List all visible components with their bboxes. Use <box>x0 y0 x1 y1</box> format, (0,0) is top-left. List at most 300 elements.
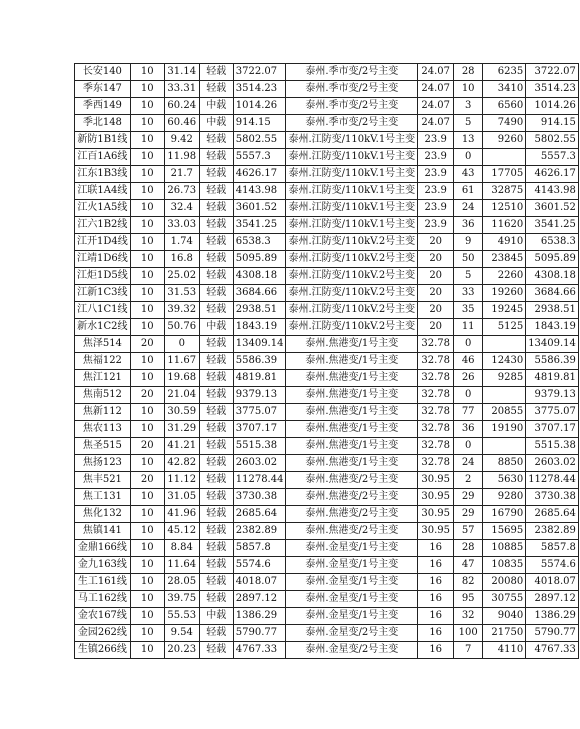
cell-remaining-capacity: 4819.81 <box>526 370 579 387</box>
cell-line-name: 江六1B2线 <box>75 217 131 234</box>
cell-remaining-capacity: 1386.29 <box>526 608 579 625</box>
cell-load-rate: 31.53 <box>164 285 199 302</box>
cell-line-name: 焦化132 <box>75 506 131 523</box>
cell-user-count: 32 <box>454 608 483 625</box>
cell-remaining-capacity: 2897.12 <box>526 591 579 608</box>
cell-load-rate: 41.96 <box>164 506 199 523</box>
cell-load-rate: 11.12 <box>164 472 199 489</box>
cell-remaining-capacity: 4767.33 <box>526 642 579 659</box>
cell-substation: 泰州.焦港变/2号主变 <box>286 489 418 506</box>
cell-line-name: 焦丰521 <box>75 472 131 489</box>
cell-transformer-load: 32.78 <box>418 370 454 387</box>
cell-user-capacity: 19190 <box>483 421 526 438</box>
cell-substation: 泰州.季市变/2号主变 <box>286 64 418 81</box>
cell-capacity: 13409.14 <box>233 336 286 353</box>
cell-voltage: 10 <box>130 642 164 659</box>
cell-capacity: 5095.89 <box>233 251 286 268</box>
cell-capacity: 1386.29 <box>233 608 286 625</box>
cell-voltage: 10 <box>130 302 164 319</box>
cell-line-name: 焦镇141 <box>75 523 131 540</box>
cell-user-count: 0 <box>454 336 483 353</box>
table-row <box>75 217 579 234</box>
cell-load-status: 轻载 <box>199 268 233 285</box>
cell-line-name: 焦新112 <box>75 404 131 421</box>
cell-capacity: 4767.33 <box>233 642 286 659</box>
cell-transformer-load: 16 <box>418 540 454 557</box>
cell-line-name: 生工161线 <box>75 574 131 591</box>
cell-substation: 泰州.焦港变/1号主变 <box>286 404 418 421</box>
cell-user-capacity: 10885 <box>483 540 526 557</box>
table-row <box>75 115 579 132</box>
cell-load-status: 轻载 <box>199 353 233 370</box>
cell-line-name: 焦南512 <box>75 387 131 404</box>
cell-load-rate: 31.14 <box>164 64 199 81</box>
cell-line-name: 新水1C2线 <box>75 319 131 336</box>
cell-load-rate: 39.75 <box>164 591 199 608</box>
cell-substation: 泰州.江防变/110kV.2号主变 <box>286 251 418 268</box>
cell-transformer-load: 24.07 <box>418 115 454 132</box>
cell-voltage: 10 <box>130 166 164 183</box>
cell-substation: 泰州.焦港变/2号主变 <box>286 523 418 540</box>
cell-remaining-capacity: 3775.07 <box>526 404 579 421</box>
cell-transformer-load: 23.9 <box>418 183 454 200</box>
cell-capacity: 5790.77 <box>233 625 286 642</box>
table-row <box>75 81 579 98</box>
cell-load-status: 轻载 <box>199 506 233 523</box>
cell-transformer-load: 32.78 <box>418 404 454 421</box>
cell-transformer-load: 30.95 <box>418 489 454 506</box>
table-row <box>75 523 579 540</box>
cell-remaining-capacity: 5586.39 <box>526 353 579 370</box>
cell-transformer-load: 32.78 <box>418 421 454 438</box>
cell-load-rate: 60.24 <box>164 98 199 115</box>
cell-line-name: 江靖1D6线 <box>75 251 131 268</box>
cell-load-status: 轻载 <box>199 81 233 98</box>
cell-capacity: 1843.19 <box>233 319 286 336</box>
cell-load-rate: 33.31 <box>164 81 199 98</box>
cell-load-rate: 60.46 <box>164 115 199 132</box>
cell-transformer-load: 20 <box>418 319 454 336</box>
cell-line-name: 焦工131 <box>75 489 131 506</box>
cell-user-capacity: 9260 <box>483 132 526 149</box>
cell-capacity: 5557.3 <box>233 149 286 166</box>
cell-user-capacity <box>483 438 526 455</box>
cell-voltage: 10 <box>130 591 164 608</box>
cell-user-count: 24 <box>454 455 483 472</box>
cell-user-count: 24 <box>454 200 483 217</box>
cell-load-rate: 31.29 <box>164 421 199 438</box>
cell-load-status: 中载 <box>199 608 233 625</box>
cell-capacity: 11278.44 <box>233 472 286 489</box>
cell-voltage: 20 <box>130 472 164 489</box>
cell-substation: 泰州.焦港变/1号主变 <box>286 387 418 404</box>
cell-voltage: 10 <box>130 608 164 625</box>
cell-substation: 泰州.江防变/110kV.2号主变 <box>286 234 418 251</box>
cell-load-rate: 11.64 <box>164 557 199 574</box>
cell-user-count: 36 <box>454 217 483 234</box>
table-row <box>75 625 579 642</box>
table-row <box>75 557 579 574</box>
cell-transformer-load: 23.9 <box>418 200 454 217</box>
cell-load-status: 轻载 <box>199 625 233 642</box>
cell-load-status: 轻载 <box>199 574 233 591</box>
cell-line-name: 金农167线 <box>75 608 131 625</box>
cell-voltage: 10 <box>130 557 164 574</box>
cell-voltage: 10 <box>130 285 164 302</box>
cell-transformer-load: 20 <box>418 268 454 285</box>
cell-load-rate: 20.23 <box>164 642 199 659</box>
table-row <box>75 591 579 608</box>
cell-remaining-capacity: 1843.19 <box>526 319 579 336</box>
cell-transformer-load: 20 <box>418 251 454 268</box>
cell-remaining-capacity: 5515.38 <box>526 438 579 455</box>
cell-substation: 泰州.江防变/110kV.2号主变 <box>286 319 418 336</box>
cell-remaining-capacity: 914.15 <box>526 115 579 132</box>
cell-remaining-capacity: 5557.3 <box>526 149 579 166</box>
cell-user-capacity: 16790 <box>483 506 526 523</box>
cell-user-count: 43 <box>454 166 483 183</box>
cell-voltage: 10 <box>130 115 164 132</box>
cell-line-name: 生镇266线 <box>75 642 131 659</box>
cell-load-rate: 33.03 <box>164 217 199 234</box>
cell-remaining-capacity: 1014.26 <box>526 98 579 115</box>
cell-load-status: 轻载 <box>199 285 233 302</box>
cell-capacity: 2603.02 <box>233 455 286 472</box>
cell-substation: 泰州.金星变/2号主变 <box>286 625 418 642</box>
cell-user-count: 36 <box>454 421 483 438</box>
cell-voltage: 10 <box>130 200 164 217</box>
cell-user-count: 77 <box>454 404 483 421</box>
cell-substation: 泰州.焦港变/1号主变 <box>286 336 418 353</box>
cell-substation: 泰州.金星变/1号主变 <box>286 608 418 625</box>
cell-user-count: 5 <box>454 268 483 285</box>
cell-voltage: 10 <box>130 489 164 506</box>
cell-user-capacity: 2260 <box>483 268 526 285</box>
cell-user-capacity: 6560 <box>483 98 526 115</box>
table-row <box>75 183 579 200</box>
cell-remaining-capacity: 4626.17 <box>526 166 579 183</box>
cell-load-rate: 11.98 <box>164 149 199 166</box>
cell-capacity: 3541.25 <box>233 217 286 234</box>
cell-load-status: 轻载 <box>199 200 233 217</box>
cell-voltage: 10 <box>130 268 164 285</box>
cell-substation: 泰州.焦港变/1号主变 <box>286 438 418 455</box>
cell-voltage: 10 <box>130 149 164 166</box>
cell-substation: 泰州.江防变/110kV.1号主变 <box>286 149 418 166</box>
cell-load-status: 轻载 <box>199 336 233 353</box>
cell-substation: 泰州.季市变/2号主变 <box>286 81 418 98</box>
cell-load-status: 轻载 <box>199 540 233 557</box>
table-row <box>75 234 579 251</box>
table-row <box>75 353 579 370</box>
table-row <box>75 285 579 302</box>
cell-line-name: 新防1B1线 <box>75 132 131 149</box>
cell-transformer-load: 32.78 <box>418 353 454 370</box>
cell-substation: 泰州.焦港变/2号主变 <box>286 506 418 523</box>
cell-transformer-load: 32.78 <box>418 387 454 404</box>
cell-remaining-capacity: 3601.52 <box>526 200 579 217</box>
cell-user-capacity <box>483 149 526 166</box>
cell-user-capacity: 23845 <box>483 251 526 268</box>
cell-load-status: 轻载 <box>199 557 233 574</box>
cell-load-rate: 30.59 <box>164 404 199 421</box>
cell-line-name: 江联1A4线 <box>75 183 131 200</box>
cell-load-status: 轻载 <box>199 489 233 506</box>
cell-user-capacity: 3410 <box>483 81 526 98</box>
cell-capacity: 2382.89 <box>233 523 286 540</box>
cell-line-name: 焦圣515 <box>75 438 131 455</box>
cell-voltage: 10 <box>130 421 164 438</box>
cell-transformer-load: 30.95 <box>418 523 454 540</box>
cell-user-capacity: 4910 <box>483 234 526 251</box>
cell-substation: 泰州.江防变/110kV.1号主变 <box>286 217 418 234</box>
table-row <box>75 166 579 183</box>
cell-substation: 泰州.金星变/1号主变 <box>286 591 418 608</box>
cell-capacity: 5574.6 <box>233 557 286 574</box>
cell-load-rate: 1.74 <box>164 234 199 251</box>
cell-substation: 泰州.焦港变/1号主变 <box>286 455 418 472</box>
cell-voltage: 10 <box>130 540 164 557</box>
cell-capacity: 5857.8 <box>233 540 286 557</box>
cell-load-status: 轻载 <box>199 166 233 183</box>
cell-substation: 泰州.季市变/2号主变 <box>286 115 418 132</box>
cell-transformer-load: 16 <box>418 557 454 574</box>
cell-capacity: 9379.13 <box>233 387 286 404</box>
cell-capacity: 914.15 <box>233 115 286 132</box>
cell-capacity: 4308.18 <box>233 268 286 285</box>
cell-load-rate: 8.84 <box>164 540 199 557</box>
cell-user-count: 0 <box>454 387 483 404</box>
cell-capacity: 5515.38 <box>233 438 286 455</box>
cell-remaining-capacity: 4143.98 <box>526 183 579 200</box>
cell-load-status: 轻载 <box>199 234 233 251</box>
cell-capacity: 4143.98 <box>233 183 286 200</box>
cell-transformer-load: 20 <box>418 302 454 319</box>
cell-user-count: 9 <box>454 234 483 251</box>
cell-remaining-capacity: 5857.8 <box>526 540 579 557</box>
cell-user-count: 61 <box>454 183 483 200</box>
cell-capacity: 2938.51 <box>233 302 286 319</box>
cell-voltage: 10 <box>130 370 164 387</box>
cell-user-count: 11 <box>454 319 483 336</box>
cell-substation: 泰州.焦港变/1号主变 <box>286 370 418 387</box>
cell-user-count: 33 <box>454 285 483 302</box>
cell-line-name: 季西149 <box>75 98 131 115</box>
cell-line-name: 江火1A5线 <box>75 200 131 217</box>
cell-load-rate: 25.02 <box>164 268 199 285</box>
cell-substation: 泰州.江防变/110kV.1号主变 <box>286 200 418 217</box>
cell-user-count: 26 <box>454 370 483 387</box>
cell-voltage: 20 <box>130 438 164 455</box>
cell-load-status: 轻载 <box>199 404 233 421</box>
cell-load-status: 轻载 <box>199 642 233 659</box>
cell-transformer-load: 30.95 <box>418 472 454 489</box>
cell-user-capacity: 9280 <box>483 489 526 506</box>
cell-user-capacity: 20855 <box>483 404 526 421</box>
cell-load-rate: 0 <box>164 336 199 353</box>
cell-load-status: 中载 <box>199 319 233 336</box>
cell-remaining-capacity: 2685.64 <box>526 506 579 523</box>
cell-remaining-capacity: 11278.44 <box>526 472 579 489</box>
cell-user-capacity: 5125 <box>483 319 526 336</box>
cell-capacity: 3707.17 <box>233 421 286 438</box>
cell-substation: 泰州.江防变/110kV.1号主变 <box>286 166 418 183</box>
cell-user-capacity: 10835 <box>483 557 526 574</box>
table-row <box>75 149 579 166</box>
cell-remaining-capacity: 13409.14 <box>526 336 579 353</box>
cell-voltage: 10 <box>130 353 164 370</box>
cell-load-status: 轻载 <box>199 455 233 472</box>
cell-user-capacity: 21750 <box>483 625 526 642</box>
cell-voltage: 10 <box>130 251 164 268</box>
cell-load-status: 轻载 <box>199 421 233 438</box>
cell-user-count: 47 <box>454 557 483 574</box>
cell-substation: 泰州.焦港变/1号主变 <box>286 353 418 370</box>
cell-transformer-load: 23.9 <box>418 132 454 149</box>
cell-user-capacity: 7490 <box>483 115 526 132</box>
cell-line-name: 江八1C1线 <box>75 302 131 319</box>
cell-voltage: 20 <box>130 336 164 353</box>
cell-transformer-load: 23.9 <box>418 217 454 234</box>
cell-voltage: 10 <box>130 506 164 523</box>
cell-line-name: 焦农113 <box>75 421 131 438</box>
cell-remaining-capacity: 3707.17 <box>526 421 579 438</box>
cell-line-name: 焦泽514 <box>75 336 131 353</box>
cell-user-capacity <box>483 336 526 353</box>
cell-capacity: 2897.12 <box>233 591 286 608</box>
cell-voltage: 10 <box>130 455 164 472</box>
cell-user-capacity: 8850 <box>483 455 526 472</box>
cell-voltage: 10 <box>130 523 164 540</box>
cell-user-count: 28 <box>454 540 483 557</box>
cell-transformer-load: 16 <box>418 591 454 608</box>
cell-load-rate: 16.8 <box>164 251 199 268</box>
cell-capacity: 6538.3 <box>233 234 286 251</box>
cell-line-name: 江开1D4线 <box>75 234 131 251</box>
cell-user-count: 5 <box>454 115 483 132</box>
cell-capacity: 3684.66 <box>233 285 286 302</box>
cell-remaining-capacity: 2603.02 <box>526 455 579 472</box>
cell-line-name: 马工162线 <box>75 591 131 608</box>
cell-substation: 泰州.江防变/110kV.2号主变 <box>286 285 418 302</box>
cell-remaining-capacity: 5095.89 <box>526 251 579 268</box>
cell-substation: 泰州.焦港变/2号主变 <box>286 472 418 489</box>
cell-user-capacity: 19245 <box>483 302 526 319</box>
table-row <box>75 540 579 557</box>
cell-remaining-capacity: 9379.13 <box>526 387 579 404</box>
table-row <box>75 506 579 523</box>
cell-load-status: 轻载 <box>199 217 233 234</box>
cell-user-capacity: 30755 <box>483 591 526 608</box>
cell-load-status: 轻载 <box>199 472 233 489</box>
cell-user-count: 28 <box>454 64 483 81</box>
cell-load-rate: 41.21 <box>164 438 199 455</box>
cell-line-name: 季北148 <box>75 115 131 132</box>
cell-capacity: 1014.26 <box>233 98 286 115</box>
cell-capacity: 2685.64 <box>233 506 286 523</box>
cell-transformer-load: 16 <box>418 625 454 642</box>
cell-transformer-load: 24.07 <box>418 64 454 81</box>
table-row <box>75 642 579 659</box>
cell-remaining-capacity: 5802.55 <box>526 132 579 149</box>
cell-line-name: 焦福122 <box>75 353 131 370</box>
cell-user-count: 7 <box>454 642 483 659</box>
cell-user-capacity: 5630 <box>483 472 526 489</box>
cell-voltage: 10 <box>130 217 164 234</box>
cell-remaining-capacity: 6538.3 <box>526 234 579 251</box>
cell-voltage: 10 <box>130 625 164 642</box>
cell-capacity: 5802.55 <box>233 132 286 149</box>
cell-user-count: 82 <box>454 574 483 591</box>
cell-user-count: 29 <box>454 489 483 506</box>
cell-user-capacity: 19260 <box>483 285 526 302</box>
table-row <box>75 608 579 625</box>
cell-remaining-capacity: 5574.6 <box>526 557 579 574</box>
cell-voltage: 10 <box>130 234 164 251</box>
cell-user-count: 35 <box>454 302 483 319</box>
cell-user-capacity: 32875 <box>483 183 526 200</box>
cell-capacity: 4626.17 <box>233 166 286 183</box>
cell-line-name: 长安140 <box>75 64 131 81</box>
cell-load-status: 轻载 <box>199 523 233 540</box>
table-row <box>75 251 579 268</box>
cell-capacity: 3775.07 <box>233 404 286 421</box>
cell-remaining-capacity: 3722.07 <box>526 64 579 81</box>
table-row <box>75 387 579 404</box>
cell-substation: 泰州.季市变/2号主变 <box>286 98 418 115</box>
cell-load-rate: 32.4 <box>164 200 199 217</box>
cell-transformer-load: 24.07 <box>418 98 454 115</box>
cell-voltage: 10 <box>130 64 164 81</box>
cell-transformer-load: 16 <box>418 608 454 625</box>
cell-load-status: 轻载 <box>199 64 233 81</box>
cell-load-rate: 50.76 <box>164 319 199 336</box>
cell-user-count: 13 <box>454 132 483 149</box>
cell-remaining-capacity: 3730.38 <box>526 489 579 506</box>
cell-user-count: 100 <box>454 625 483 642</box>
cell-line-name: 江新1C3线 <box>75 285 131 302</box>
cell-load-status: 轻载 <box>199 302 233 319</box>
cell-user-capacity: 15695 <box>483 523 526 540</box>
cell-transformer-load: 32.78 <box>418 455 454 472</box>
table-row <box>75 336 579 353</box>
table-row <box>75 455 579 472</box>
table-row <box>75 132 579 149</box>
table-row <box>75 489 579 506</box>
cell-user-capacity: 6235 <box>483 64 526 81</box>
cell-transformer-load: 23.9 <box>418 166 454 183</box>
cell-user-count: 10 <box>454 81 483 98</box>
cell-user-count: 0 <box>454 149 483 166</box>
cell-voltage: 10 <box>130 183 164 200</box>
cell-user-capacity: 9285 <box>483 370 526 387</box>
cell-user-capacity: 9040 <box>483 608 526 625</box>
cell-load-rate: 19.68 <box>164 370 199 387</box>
cell-user-capacity: 4110 <box>483 642 526 659</box>
cell-load-status: 轻载 <box>199 438 233 455</box>
cell-user-capacity <box>483 387 526 404</box>
cell-load-rate: 21.04 <box>164 387 199 404</box>
cell-substation: 泰州.焦港变/1号主变 <box>286 421 418 438</box>
cell-user-capacity: 20080 <box>483 574 526 591</box>
cell-user-count: 3 <box>454 98 483 115</box>
cell-capacity: 4018.07 <box>233 574 286 591</box>
cell-voltage: 10 <box>130 132 164 149</box>
table-row <box>75 472 579 489</box>
cell-user-count: 57 <box>454 523 483 540</box>
cell-load-status: 轻载 <box>199 132 233 149</box>
cell-line-name: 江炬1D5线 <box>75 268 131 285</box>
